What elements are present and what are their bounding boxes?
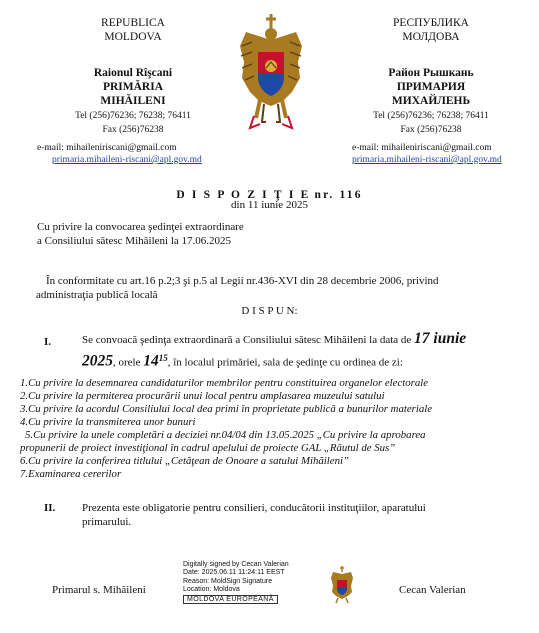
- intro: [36, 275, 508, 302]
- signature-badge: MOLDOVA EUROPEANĂ: [183, 595, 278, 604]
- meeting-hour: 14: [143, 352, 159, 370]
- office-ru: ПРИМАРИЯ: [396, 81, 466, 93]
- digital-signature-line: Date: 2025.06.11 11:24:11 EEST: [183, 569, 285, 577]
- moldova-coat-of-arms-icon: [236, 12, 306, 132]
- agenda-item: 7.Examinarea cererilor: [20, 468, 122, 480]
- header-right: [336, 16, 526, 136]
- section-1-text-after: , în localul primăriei, sala de şedinţe cu ordinea de zi:: [167, 356, 403, 369]
- digital-signature: [183, 561, 289, 604]
- agenda-item: 1.Cu privire la desemnarea candidaturilor membrilor pentru constituirea organelor electorale: [20, 377, 429, 389]
- fax-ro: Fax (256)76238: [102, 125, 164, 135]
- agenda-item-continued: propunerii de proiect investiţional în cadrul apelului de proiecte GAL „Răutul de Sus”: [20, 442, 396, 454]
- section-2-numeral: II.: [44, 502, 56, 514]
- agenda-item: 3.Cu privire la acordul Consiliului local dea primi în proprietate publică a bunurilor materiale: [20, 403, 433, 415]
- subject-line-2: a Consiliului sătesc Mihăileni la 17.06.2025: [37, 234, 232, 247]
- website-right-link[interactable]: primaria.mihaileni-riscani@apl.gov.md: [352, 155, 502, 165]
- email-right: e-mail: mihaileniriscani@gmail.com: [352, 143, 492, 153]
- website-left-link[interactable]: primaria.mihaileni-riscani@apl.gov.md: [52, 155, 202, 165]
- district-ru: Район Рышкань: [388, 67, 474, 79]
- agenda-list: [20, 377, 525, 481]
- country-name-ru-2: МОЛДОВА: [402, 31, 460, 43]
- agenda-item: 6.Cu privire la conferirea titlului „Cetăţean de Onoare a satului Mihăileni”: [20, 455, 349, 467]
- country-name-ro-1: REPUBLICA: [101, 17, 165, 29]
- section-2-line-1: Prezenta este obligatorie pentru consilieri, conducătorii instituţiilor, aparatului: [82, 502, 426, 514]
- agenda-item: 4.Cu privire la transmiterea unor bunuri: [20, 416, 196, 428]
- signatory-name: Cecan Valerian: [399, 584, 466, 596]
- document-date: din 11 iunie 2025: [231, 199, 308, 211]
- tel-ru: Tel (256)76236; 76238; 76411: [373, 111, 489, 121]
- header-left: [38, 16, 228, 136]
- dispun-heading: D I S P U N:: [241, 305, 298, 317]
- digital-signature-line: Reason: MoldSign Signature: [183, 577, 273, 585]
- locality-ro: MIHĂILENI: [100, 95, 166, 107]
- office-ro: PRIMĂRIA: [102, 81, 164, 93]
- agenda-item: 5.Cu privire la unele completări a deciziei nr.04/04 din 13.05.2025 „Cu privire la aprobarea: [25, 429, 426, 441]
- district-ro: Raionul Rîşcani: [93, 67, 173, 79]
- document-number: nr. 116: [314, 189, 363, 201]
- country-name-ru-1: РЕСПУБЛИКА: [393, 17, 469, 29]
- intro-line-1: În conformitate cu art.16 p.2;3 şi p.5 al Legii nr.436-XVI din 28 decembrie 2006, privind: [46, 275, 439, 287]
- meeting-date: 17 iunie: [414, 330, 467, 347]
- signature-coat-of-arms-icon: [330, 566, 354, 604]
- subject: [37, 221, 244, 248]
- digital-signature-line: Digitally signed by Cecan Valerian: [183, 561, 289, 568]
- email-left: e-mail: mihaileniriscani@gmail.com: [37, 143, 177, 153]
- country-name-ro-2: MOLDOVA: [104, 31, 162, 43]
- section-2-text: [82, 502, 512, 529]
- title-word: D I S P O Z I Ţ I E: [176, 189, 311, 201]
- tel-ro: Tel (256)76236; 76238; 76411: [75, 111, 191, 121]
- section-1-numeral: I.: [44, 336, 52, 348]
- meeting-minutes: 15: [158, 353, 168, 363]
- intro-line-2: administraţia publică locală: [36, 288, 158, 301]
- section-1-text-before: Se convoacă şedinţa extraordinară a Consiliului sătesc Mihăileni la data de: [82, 334, 412, 346]
- subject-line-1: Cu privire la convocarea şedinţei extraordinare: [37, 221, 244, 233]
- section-1-orele: , orele: [113, 356, 141, 369]
- digital-signature-line: Location: Moldova: [183, 586, 240, 594]
- locality-ru: МИХАЙЛЕНЬ: [391, 95, 471, 107]
- section-1-text: [82, 330, 510, 372]
- agenda-item: 2.Cu privire la permiterea procurării unui local pentru amplasarea muzeului satului: [20, 390, 385, 402]
- meeting-year: 2025: [82, 352, 113, 370]
- signatory-role: Primarul s. Mihăileni: [52, 584, 146, 596]
- section-2-line-2: primarului.: [82, 515, 132, 528]
- fax-ru: Fax (256)76238: [400, 125, 462, 135]
